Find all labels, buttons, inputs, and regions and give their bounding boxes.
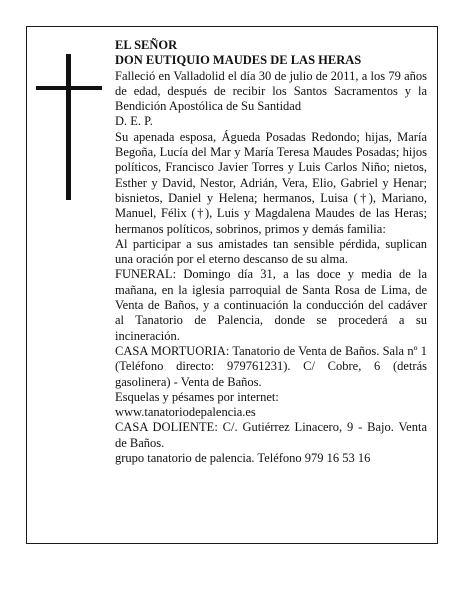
website-link[interactable]: www.tanatoriodepalencia.es xyxy=(115,405,256,420)
mortuary-details: CASA MORTUORIA: Tanatorio de Venta de Baños. Sala nº 1 (Teléfono directo: 979761231). C/ Cobre, 6 (detrás gasolinera) - Venta de Baños. xyxy=(115,343,427,389)
funeral-details: FUNERAL: Domingo día 31, a las doce y media de la mañana, en la iglesia parroquial de Santa Rosa de Lima, de Venta de Baños, y a continuación la conducción del cadáver al Tanatorio de Palencia, donde se procederá a su incineración. xyxy=(115,267,427,343)
footer-contact: grupo tanatorio de palencia. Teléfono 979 16 53 16 xyxy=(115,451,371,466)
heading-title: EL SEÑOR xyxy=(115,38,178,52)
prayer-request: Al participar a sus amistades tan sensible pérdida, suplican una oración por el eterno descanso de su alma. xyxy=(115,236,427,267)
family-list: Su apenada esposa, Águeda Posadas Redondo; hijas, María Begoña, Lucía del Mar y María Teresa Maudes Posadas; hijos políticos, Francisco Javier Torres y Luis Carlos Niño; nietos, Esther y David, Nestor, Adrián, Vera, Elio, Gabriel y Henar; bisnietos, Daniel y Helena; hermanos, Luisa (†), Mariano, Manuel, Félix (†), Luis y Magdalena Maudes de las Heras; hermanos políticos, sobrinos, primos y demás familia: xyxy=(115,129,427,236)
cross-horizontal-bar xyxy=(36,86,102,90)
obituary-text xyxy=(115,38,427,466)
death-statement: Falleció en Valladolid el día 30 de julio de 2011, a los 79 años de edad, después de recibir los Santos Sacramentos y la Bendición Apostólica de Su Santidad xyxy=(115,68,427,114)
condolences-label: Esquelas y pésames por internet: xyxy=(115,389,279,404)
cross-vertical-bar xyxy=(66,54,71,200)
grieving-house-details: CASA DOLIENTE: C/. Gutiérrez Linacero, 9 - Bajo. Venta de Baños. xyxy=(115,420,427,450)
deceased-name: DON EUTIQUIO MAUDES DE LAS HERAS xyxy=(115,53,362,68)
latin-cross-icon xyxy=(36,54,102,200)
rip-line: D. E. P. xyxy=(115,114,153,129)
